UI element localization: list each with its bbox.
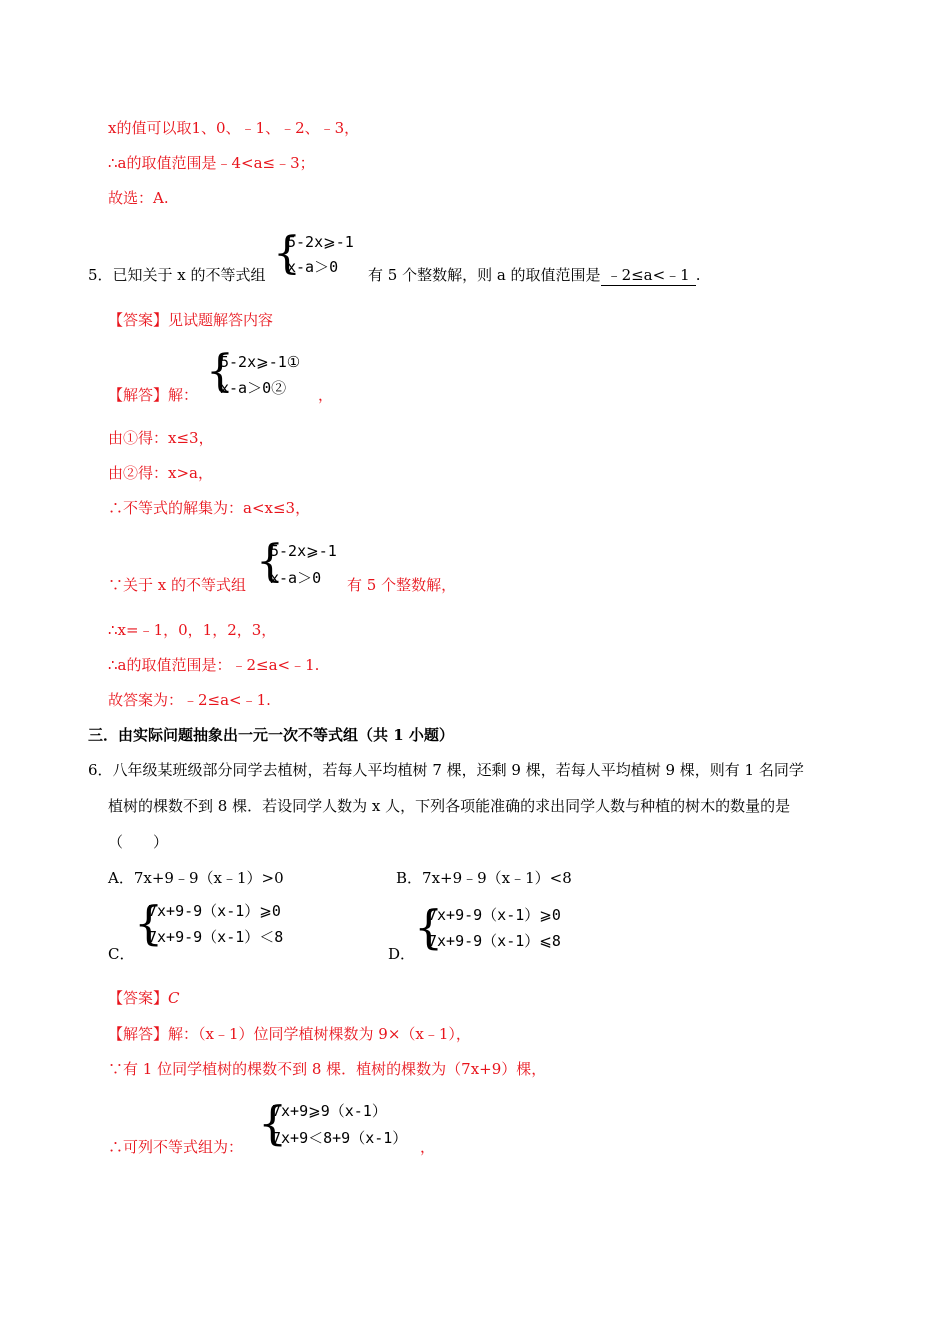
- q6-option-d-label: D．: [388, 945, 416, 963]
- q6-solution-system: [258, 1098, 438, 1154]
- jieda-label: 【解答】: [108, 386, 169, 404]
- answer-label: 【答案】: [108, 989, 169, 1007]
- jieda-label: 【解答】: [108, 1025, 169, 1043]
- q6-jieda-line-2: ∵有 1 位同学植树的棵数不到 8 棵．植树的棵数为（7x+9）棵，: [108, 1060, 547, 1078]
- q5-sys2-line-2: x-a＞0②: [220, 379, 287, 397]
- jieda-text: 解：（x﹣1）位同学植树棵数为 9×（x﹣1），: [168, 1025, 471, 1043]
- q5-answer: [108, 310, 273, 330]
- brace-icon: {: [256, 536, 284, 587]
- q6-optc-line-2: 7x+9-9（x-1）＜8: [148, 928, 284, 946]
- q5-sys2-line-1: 5-2x⩾-1①: [220, 353, 301, 371]
- q5-sys-line-1: 5-2x⩾-1: [287, 233, 354, 251]
- q5-prefix: 5．已知关于 x 的不等式组: [88, 266, 266, 284]
- jieda-text: 解：: [168, 386, 199, 404]
- q6-option-c-system: [134, 898, 324, 952]
- q6-line-1: 6．八年级某班级部分同学去植树，若每人平均植树 7 棵，还剩 9 棵，若每人平均植树 9 棵，则有 1 名同学: [88, 761, 804, 779]
- q5-step-4-post: 有 5 个整数解，: [347, 576, 457, 594]
- q5-mid-text: 有 5 个整数解，则 a 的取值范围是: [368, 266, 601, 284]
- q5-answer-blank: ﹣2≤a<﹣1: [601, 265, 696, 286]
- q6-option-a: A．7x+9﹣9（x﹣1）>0: [108, 869, 284, 887]
- q5-step-7: 故答案为：﹣2≤a<﹣1.: [108, 691, 271, 709]
- q6-option-c-label: C．: [108, 945, 135, 963]
- q6-option-b: B．7x+9﹣9（x﹣1）<8: [396, 869, 572, 887]
- q6-jieda-line-3: ∴可列不等式组为：: [108, 1138, 244, 1156]
- q5-inequality-system: [273, 230, 373, 280]
- q5-step-4-pre: ∵关于 x 的不等式组: [108, 576, 246, 594]
- q6-sys-comma: ，: [420, 1138, 436, 1156]
- q5-solution-system: [206, 348, 336, 400]
- section-3-title: 三．由实际问题抽象出一元一次不等式组（共 1 小题）: [88, 726, 454, 744]
- q6-option-d-system: [414, 902, 604, 956]
- q6-sys-line-1: 7x+9⩾9（x-1）: [272, 1102, 387, 1120]
- q6-optc-line-1: 7x+9-9（x-1）⩾0: [148, 902, 281, 920]
- q5-step-6: ∴a的取值范围是：﹣2≤a<﹣1.: [108, 656, 320, 674]
- q5-sys3-line-2: x-a＞0: [270, 569, 322, 587]
- answer-text: C: [168, 989, 180, 1007]
- prev-line-3: 故选：A.: [108, 189, 169, 207]
- q5-sys-line-2: x-a＞0: [287, 258, 339, 276]
- q6-optd-line-2: 7x+9-9（x-1）⩽8: [428, 932, 561, 950]
- q6-line-2: 植树的棵数不到 8 棵．若设同学人数为 x 人，下列各项能准确的求出同学人数与种植的树木的数量的是: [108, 797, 791, 815]
- q5-jieda: [108, 385, 198, 405]
- q6-line-3: （ ）: [108, 833, 169, 851]
- q6-sys-line-2: 7x+9＜8+9（x-1）: [272, 1129, 408, 1147]
- brace-icon: {: [414, 900, 444, 954]
- q5-step-2: 由②得：x>a，: [108, 464, 213, 482]
- q5-step-1: 由①得：x≤3，: [108, 429, 214, 447]
- brace-icon: {: [273, 228, 301, 279]
- brace-icon: {: [134, 896, 164, 950]
- brace-icon: {: [258, 1096, 288, 1150]
- brace-icon: {: [206, 346, 234, 397]
- q5-sys2-comma: ，: [318, 386, 334, 404]
- q5-step-5: ∴x=﹣1，0，1，2，3，: [108, 621, 277, 639]
- prev-line-1: x的值可以取1、0、﹣1、﹣2、﹣3，: [108, 119, 360, 137]
- q6-optd-line-1: 7x+9-9（x-1）⩾0: [428, 906, 561, 924]
- prev-line-2: ∴a的取值范围是﹣4<a≤﹣3；: [108, 154, 315, 172]
- q5-end: .: [695, 266, 701, 284]
- q5-step-system: [256, 538, 356, 590]
- q6-jieda: [108, 1024, 471, 1044]
- answer-text: 见试题解答内容: [168, 311, 274, 329]
- q6-answer: [108, 988, 180, 1008]
- q5-sys3-line-1: 5-2x⩾-1: [270, 542, 337, 560]
- answer-label: 【答案】: [108, 311, 169, 329]
- q5-step-3: ∴不等式的解集为：a<x≤3，: [108, 499, 311, 517]
- q5-mid: [368, 265, 701, 286]
